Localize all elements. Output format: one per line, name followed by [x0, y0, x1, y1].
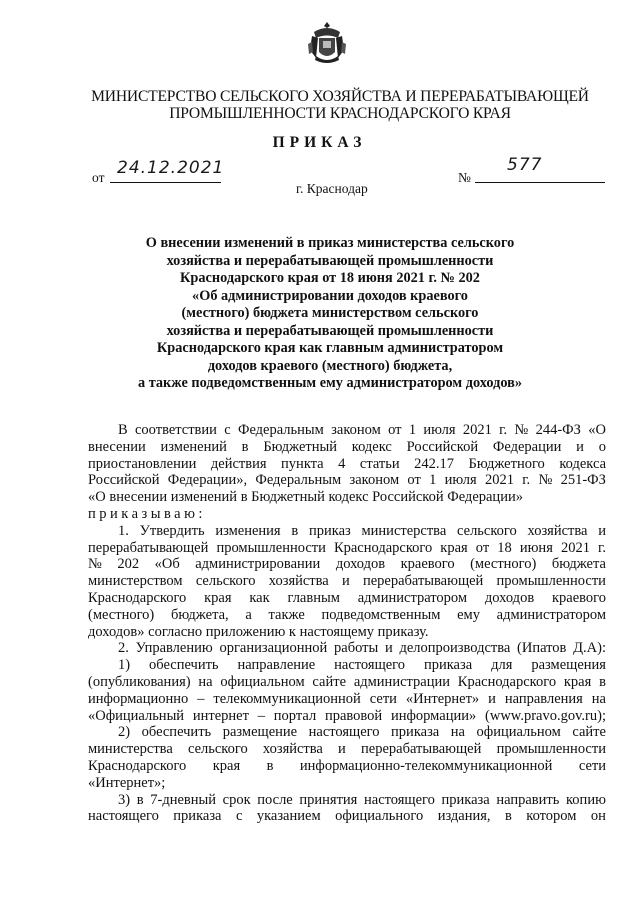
body-line: 2) обеспечить размещение настоящего приказа на официальном сайте	[118, 724, 606, 741]
date-underline	[110, 182, 221, 183]
title-line: (местного) бюджета министерством сельского	[181, 305, 479, 321]
body-line: внесении изменений в Бюджетный кодекс Российской Федерации и о	[88, 438, 606, 455]
body-line: «Интернет»;	[88, 774, 166, 791]
body-line: «О внесении изменений в Бюджетный кодекс Российской Федерации»	[88, 489, 523, 506]
body-line: перерабатывающей промышленности Краснодарского края от 18 июня 2021 г.	[88, 539, 606, 556]
date-handwritten: 24.12.2021	[117, 158, 225, 178]
body-line: Краснодарского края в информационно-телекоммуникационной сети	[88, 757, 606, 774]
title-line: «Об администрировании доходов краевого	[192, 287, 468, 304]
title-line: Краснодарского края от 18 июня 2021 г. № 202	[180, 270, 480, 286]
body-line: 3) в 7-дневный срок после принятия настоящего приказа направить копию	[118, 791, 606, 808]
body-line: доходов» согласно приложению к настоящему приказу.	[88, 623, 429, 640]
body-line: информационно – телекоммуникационной сети «Интернет» и направления на	[88, 690, 606, 707]
body-line: министерства сельского хозяйства и перерабатывающей промышленности	[88, 741, 606, 758]
number-underline	[475, 182, 605, 183]
city-label: г. Краснодар	[296, 181, 368, 196]
ministry-name-line-1: МИНИСТЕРСТВО СЕЛЬСКОГО ХОЗЯЙСТВА И ПЕРЕРАБАТЫВАЮЩЕЙ	[91, 88, 589, 105]
body-line: министерством сельского хозяйства и перерабатывающей промышленности	[88, 573, 606, 590]
body-line: 2. Управлению организационной работы и делопроизводства (Ипатов Д.А):	[118, 640, 606, 657]
body-line: «Официальный интернет – портал правовой информации» (www.pravo.gov.ru);	[88, 707, 606, 724]
coat-of-arms-emblem	[304, 20, 350, 66]
order-body	[88, 422, 606, 825]
body-line: (местного) бюджета, а также подведомственным ему администратором	[88, 606, 606, 623]
title-line: а также подведомственным ему администратором доходов»	[137, 375, 522, 391]
body-line: 1. Утвердить изменения в приказ министерства сельского хозяйства и	[118, 522, 606, 539]
body-line: приостановлении действия пункта 4 статьи 242.17 Бюджетного кодекса	[88, 455, 606, 472]
body-line: 1) обеспечить направление настоящего приказа для размещения	[118, 657, 606, 674]
order-title	[100, 235, 560, 393]
body-line: В соответствии с Федеральным законом от 1 июля 2021 г. № 244-ФЗ «О	[118, 422, 606, 438]
title-line: О внесении изменений в приказ министерства сельского	[145, 235, 515, 251]
title-line: хозяйства и перерабатывающей промышленности	[166, 252, 494, 269]
body-line: настоящего приказа с указанием официального издания, в котором он	[88, 808, 606, 825]
body-line: Российской Федерации», Федеральным законом от 1 июля 2021 г. № 251-ФЗ	[88, 472, 606, 489]
body-line: приказываю:	[88, 505, 206, 522]
ministry-name-line-2: ПРОМЫШЛЕННОСТИ КРАСНОДАРСКОГО КРАЯ	[169, 105, 511, 122]
title-line: Краснодарского края как главным администратором	[156, 340, 504, 356]
body-line: Краснодарского края как главным администратором доходов краевого	[88, 589, 606, 606]
number-handwritten: 577	[507, 155, 543, 175]
title-line: хозяйства и перерабатывающей промышленности	[166, 322, 494, 339]
number-label: №	[458, 170, 471, 185]
body-line: (опубликования) на официальном сайте администрации Краснодарского края в	[88, 673, 606, 690]
document-type-heading: ПРИКАЗ	[272, 134, 367, 151]
date-label: от	[92, 170, 105, 185]
body-line: № 202 «Об администрировании доходов краевого (местного) бюджета	[88, 556, 606, 573]
title-line: доходов краевого (местного) бюджета,	[207, 357, 453, 374]
